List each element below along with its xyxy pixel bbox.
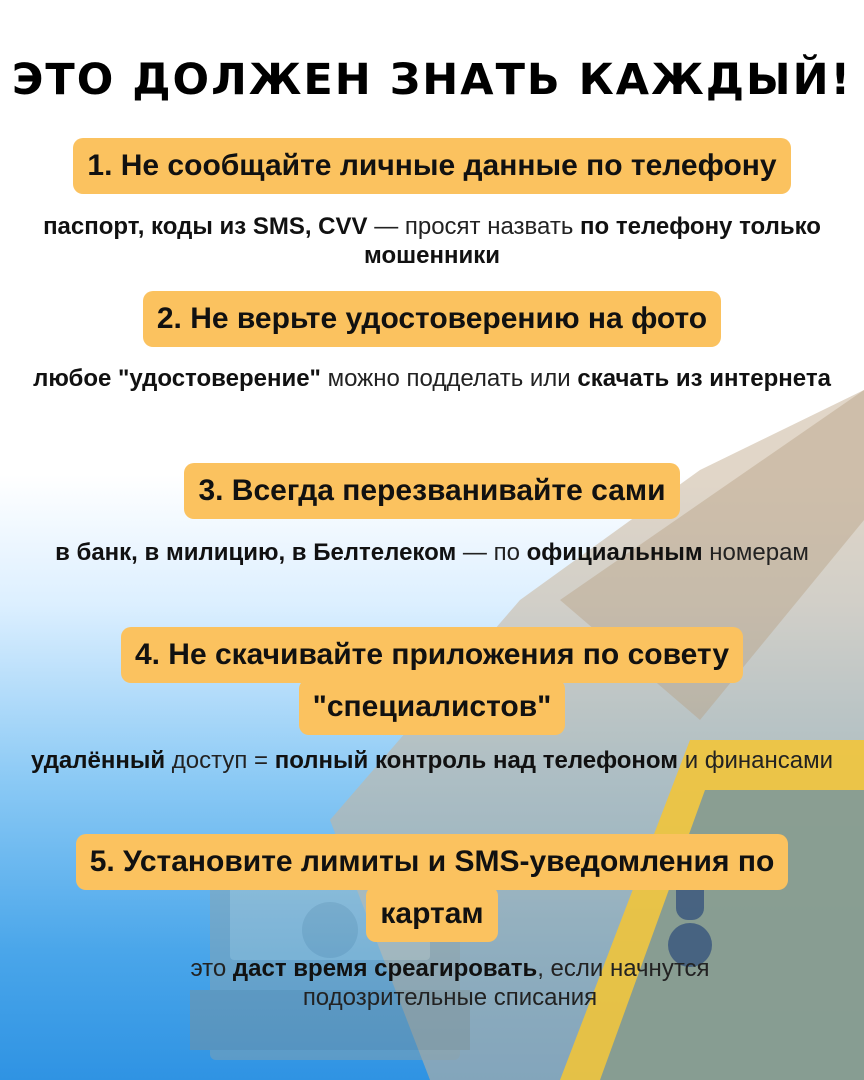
desc-text: можно подделать или xyxy=(320,365,578,392)
desc-bold: официальным xyxy=(526,539,703,566)
tip-heading-line: "специалистов" xyxy=(299,679,566,735)
page-title: ЭТО ДОЛЖЕН ЗНАТЬ КАЖДЫЙ! xyxy=(11,55,853,105)
desc-text: — по xyxy=(456,539,527,566)
desc-text: доступ = xyxy=(165,747,275,774)
tip-heading-line: 5. Установите лимиты и SMS-уведомления по xyxy=(76,834,789,890)
tip-heading-line: 1. Не сообщайте личные данные по телефону xyxy=(73,138,790,194)
tip-3-description xyxy=(30,538,834,567)
tip-1-heading xyxy=(0,138,864,194)
tip-4-description xyxy=(30,746,834,775)
desc-text: и финансами xyxy=(678,747,834,774)
tip-4-heading xyxy=(0,627,864,735)
desc-bold: любое "удостоверение" xyxy=(33,365,321,392)
desc-text: — просят назвать xyxy=(367,213,581,240)
desc-bold: даст время среагировать xyxy=(232,955,538,982)
tip-heading-line: картам xyxy=(366,886,497,942)
tip-heading-line: 3. Всегда перезванивайте сами xyxy=(184,463,679,519)
desc-bold: удалённый xyxy=(30,747,166,774)
tip-1-description xyxy=(30,212,834,270)
tip-5-heading xyxy=(0,834,864,942)
desc-bold: в банк, в милицию, в Белтелеком xyxy=(55,539,457,566)
tip-3-heading xyxy=(0,463,864,519)
desc-bold: паспорт, коды из SMS, CVV xyxy=(43,213,368,240)
desc-text: , если начнутся подозрительные списания xyxy=(302,955,710,1011)
tip-2-description xyxy=(30,364,834,393)
desc-text: это xyxy=(190,955,233,982)
desc-bold: по телефону только мошенники xyxy=(364,213,821,269)
tip-2-heading xyxy=(0,291,864,347)
desc-text: номерам xyxy=(702,539,809,566)
desc-bold: полный контроль над телефоном xyxy=(274,747,679,774)
desc-bold: скачать из интернета xyxy=(577,365,831,392)
tip-heading-line: 4. Не скачивайте приложения по совету xyxy=(121,627,743,683)
tip-heading-line: 2. Не верьте удостоверению на фото xyxy=(143,291,721,347)
tip-5-description xyxy=(140,954,760,1012)
